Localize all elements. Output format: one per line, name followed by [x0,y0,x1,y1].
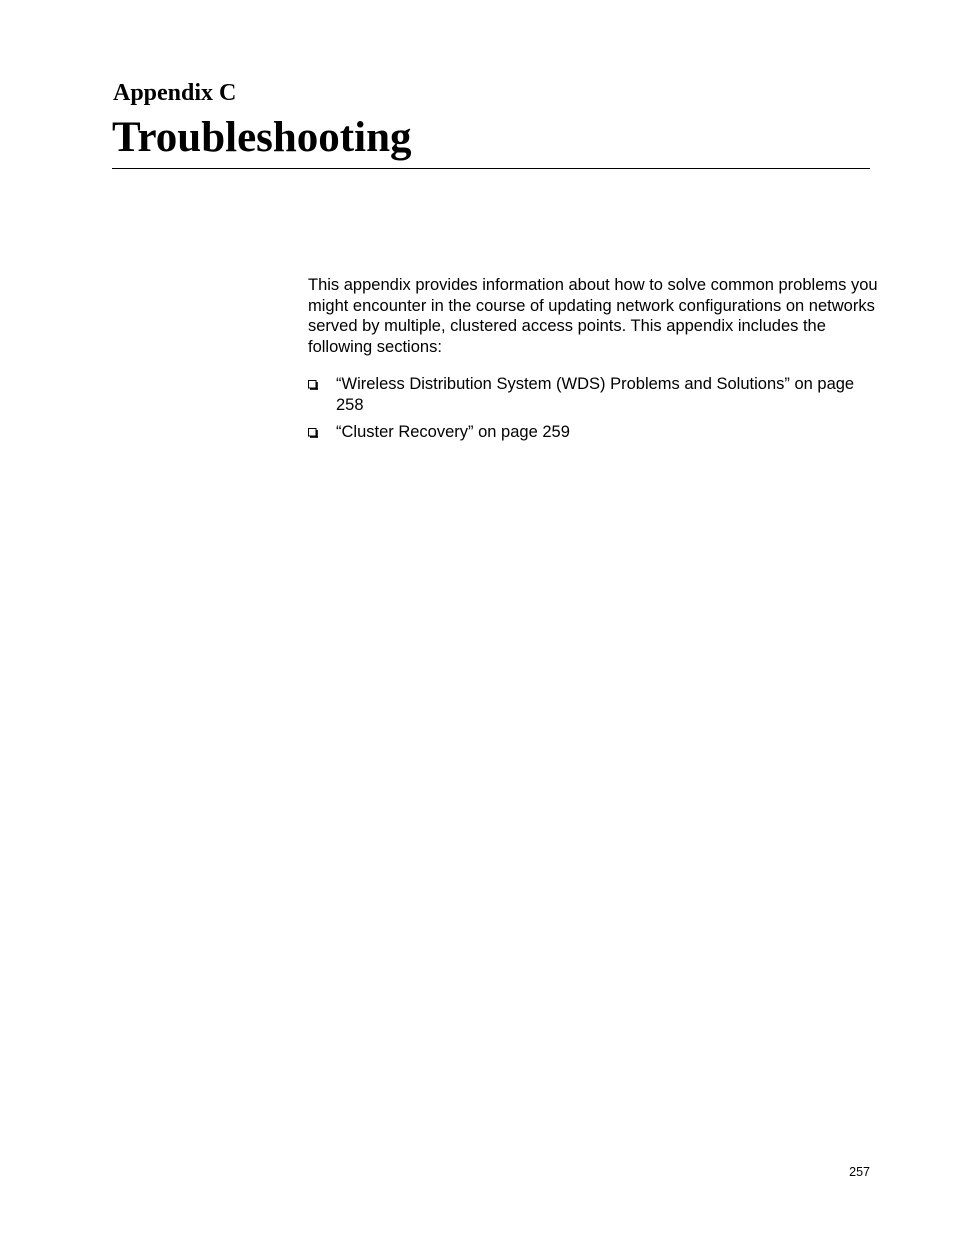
intro-paragraph: This appendix provides information about how to solve common problems you might encounter in the course of updating network configurations on networks served by multiple, clustered access points. This appendix includes the following sections: [308,276,878,356]
checkbox-bullet-icon [308,428,318,438]
section-link-wds[interactable]: “Wireless Distribution System (WDS) Problems and Solutions” on page 258 [336,375,855,414]
title-divider [112,168,870,169]
chapter-title: Troubleshooting [112,114,412,161]
section-link-cluster-recovery[interactable]: “Cluster Recovery” on page 259 [336,423,570,441]
section-list-item[interactable] [308,422,878,443]
page-number: 257 [849,1165,870,1179]
chapter-label: Appendix C [113,80,237,106]
section-list [308,374,878,450]
section-list-item[interactable] [308,374,878,415]
checkbox-bullet-icon [308,380,318,390]
